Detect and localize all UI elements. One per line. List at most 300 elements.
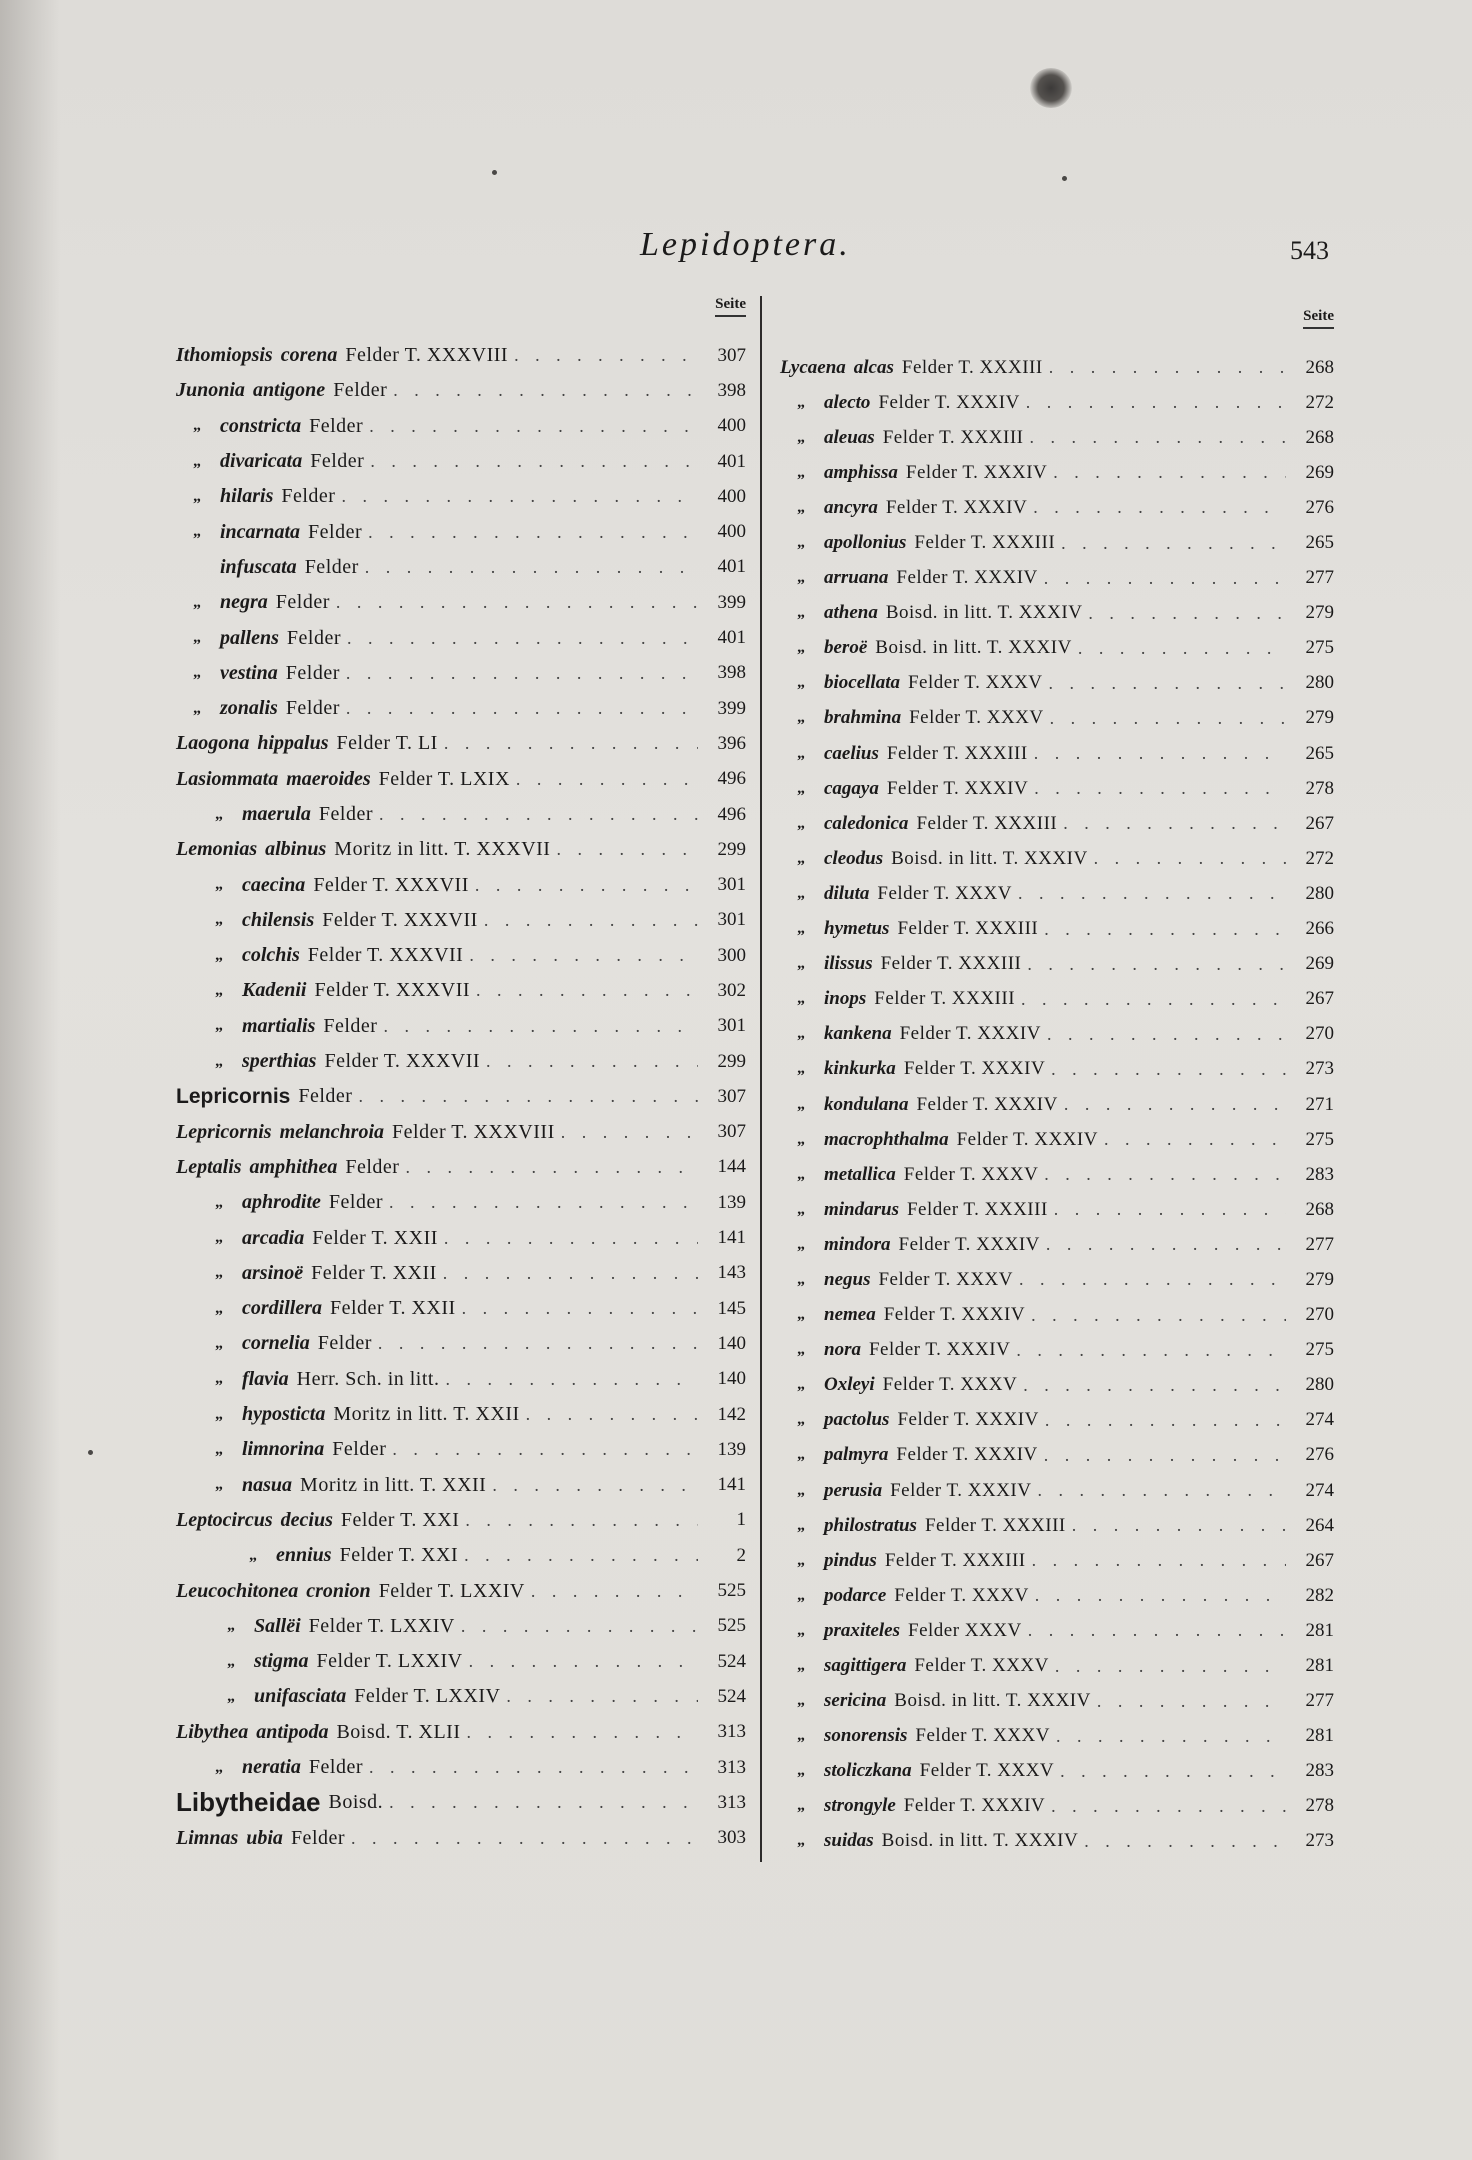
author-plate: Felder T. XXXIII — [901, 356, 1043, 378]
species-name: neratia — [242, 1756, 301, 1779]
species-name: perusia — [824, 1479, 883, 1501]
author-plate: Felder T. XXI — [339, 1544, 459, 1567]
ditto-mark: „ — [797, 1130, 805, 1148]
ditto-mark: „ — [193, 523, 201, 541]
species-name: hippalus — [257, 732, 329, 755]
ditto-mark: „ — [215, 876, 223, 894]
species-name: mindarus — [824, 1198, 899, 1220]
page-ref: 267 — [1305, 1549, 1334, 1571]
author-plate: Felder T. XXXIII — [882, 426, 1024, 448]
species-name: cordillera — [242, 1297, 322, 1320]
dot-leader — [1016, 1340, 1286, 1361]
species-name: praxiteles — [824, 1619, 900, 1641]
index-entry — [176, 1820, 746, 1855]
dot-leader — [347, 628, 698, 649]
dot-leader — [462, 1298, 698, 1319]
species-name: cleodus — [824, 847, 884, 869]
page-ref: 396 — [717, 732, 746, 754]
index-entry — [176, 1715, 746, 1750]
species-name: nora — [824, 1339, 861, 1361]
index-list — [780, 350, 1334, 1859]
ditto-mark: „ — [797, 849, 805, 867]
species-name: sperthias — [242, 1050, 317, 1073]
species-name: stoliczkana — [824, 1760, 912, 1782]
genus-name: Leptalis — [176, 1155, 242, 1178]
page-ref: 277 — [1305, 567, 1334, 589]
index-entry — [176, 1609, 746, 1644]
dot-leader — [383, 1016, 698, 1037]
ditto-mark: „ — [215, 1476, 223, 1494]
species-name: chilensis — [242, 908, 315, 931]
index-entry — [176, 797, 746, 832]
species-name: maerula — [242, 803, 311, 825]
species-name: ancyra — [824, 496, 878, 518]
species-name: ennius — [276, 1544, 332, 1567]
dot-leader — [1033, 497, 1286, 518]
dot-leader — [1097, 1691, 1286, 1712]
species-name: diluta — [824, 882, 870, 904]
author-plate: Felder T. XXXIV — [897, 1409, 1039, 1431]
page-ref: 278 — [1305, 1795, 1334, 1817]
dot-leader — [516, 769, 698, 790]
page-ref: 302 — [717, 979, 746, 1001]
author-plate: Felder T. XXXVII — [314, 979, 471, 1002]
ditto-mark: „ — [797, 814, 805, 832]
dot-leader — [1026, 392, 1286, 413]
ditto-mark: „ — [215, 1758, 223, 1776]
author-plate: Felder T. XXXV — [878, 1268, 1013, 1290]
species-name: Kadenii — [242, 979, 307, 1002]
author-plate: Felder T. XXXIV — [890, 1479, 1032, 1501]
index-entry — [176, 1785, 746, 1820]
index-entry — [780, 947, 1334, 982]
species-name: palmyra — [824, 1444, 889, 1466]
page-ref: 301 — [717, 1015, 746, 1037]
dot-leader — [1018, 883, 1286, 904]
author-plate: Felder T. LI — [336, 732, 438, 755]
page-title: Lepidoptera. — [640, 226, 851, 263]
author-plate: Felder T. XXXVII — [324, 1050, 481, 1073]
author-plate: Felder T. XXXVIII — [345, 344, 509, 367]
ditto-mark: „ — [215, 1405, 223, 1423]
page-ref: 270 — [1305, 1023, 1334, 1045]
dot-leader — [443, 1263, 698, 1284]
author-plate: Felder T. XXXIV — [885, 496, 1028, 518]
dot-leader — [1053, 462, 1286, 483]
page-ref: 277 — [1305, 1233, 1334, 1255]
species-name: melanchroia — [279, 1120, 385, 1143]
index-entry — [176, 585, 746, 620]
page-ref: 281 — [1305, 1655, 1334, 1677]
author-plate: Felder — [308, 520, 363, 543]
index-entry — [176, 1185, 746, 1220]
index-entry — [176, 1397, 746, 1432]
index-entry — [176, 903, 746, 938]
index-entry — [176, 1432, 746, 1467]
author-plate: Felder T. XXXIV — [896, 1444, 1038, 1466]
index-entry — [780, 1473, 1334, 1508]
author-plate: Felder T. XXXIV — [896, 567, 1038, 589]
page-ref: 271 — [1305, 1093, 1334, 1115]
page-ref: 282 — [1305, 1584, 1334, 1606]
dot-leader — [341, 486, 698, 507]
index-entry — [176, 726, 746, 761]
species-name: Oxleyi — [824, 1374, 875, 1396]
genus-name: Lepricornis — [176, 1120, 272, 1143]
ditto-mark: „ — [193, 417, 201, 435]
index-entry — [780, 525, 1334, 560]
author-plate: Felder T. XXXV — [882, 1374, 1018, 1396]
ink-speck — [88, 1450, 93, 1455]
genus-name: Leucochitonea — [176, 1579, 299, 1602]
index-entry — [780, 490, 1334, 525]
genus-name: Lycaena — [780, 356, 846, 378]
dot-leader — [484, 910, 698, 931]
author-plate: Boisd. in litt. T. XXXIV — [894, 1690, 1091, 1712]
species-name: negus — [824, 1268, 871, 1290]
author-plate: Felder T. XXXIII — [906, 1198, 1048, 1220]
species-name: caecina — [242, 873, 306, 896]
species-name: divaricata — [220, 450, 303, 473]
ditto-mark: „ — [797, 1095, 805, 1113]
species-name: alcas — [853, 356, 894, 378]
index-entry — [780, 841, 1334, 876]
dot-leader — [369, 416, 698, 437]
author-plate: Felder T. XXXIV — [883, 1304, 1026, 1326]
author-plate: Boisd. in litt. T. XXXIV — [891, 847, 1088, 869]
species-name: caledonica — [824, 812, 909, 834]
ditto-mark: „ — [797, 534, 805, 552]
ditto-mark: „ — [193, 452, 201, 470]
dot-leader — [369, 1757, 698, 1778]
species-name: albinus — [265, 838, 327, 861]
page-ref: 139 — [717, 1438, 746, 1460]
dot-leader — [1049, 357, 1286, 378]
page-ref: 307 — [717, 1085, 746, 1107]
page-ref: 145 — [717, 1297, 746, 1319]
index-entry — [780, 912, 1334, 947]
index-entry — [780, 1368, 1334, 1403]
dot-leader — [389, 1792, 698, 1813]
species-name: hymetus — [824, 918, 890, 940]
genus-name: Lasiommata — [176, 767, 279, 790]
author-plate: Felder — [317, 1332, 372, 1355]
page-ref: 274 — [1305, 1479, 1334, 1501]
author-plate: Felder T. XXXIV — [898, 1233, 1040, 1255]
dot-leader — [370, 451, 698, 472]
species-name: beroë — [824, 637, 868, 659]
ditto-mark: „ — [215, 1299, 223, 1317]
species-name: constricta — [220, 414, 302, 437]
author-plate: Boisd. — [328, 1791, 384, 1814]
ditto-mark: „ — [797, 1797, 805, 1815]
dot-leader — [514, 345, 698, 366]
species-name: amphissa — [824, 461, 898, 483]
ditto-mark: „ — [797, 604, 805, 622]
author-plate: Felder T. LXIX — [378, 767, 510, 790]
author-plate: Felder T. XXXIV — [905, 461, 1048, 483]
ditto-mark: „ — [215, 805, 223, 823]
dot-leader — [526, 1404, 698, 1425]
index-entry — [176, 1079, 746, 1114]
dot-leader — [1051, 1059, 1286, 1080]
author-plate: Felder T. XXII — [311, 1261, 437, 1284]
index-entry — [780, 596, 1334, 631]
index-entry — [780, 1543, 1334, 1578]
ditto-mark: „ — [227, 1687, 235, 1705]
author-plate: Boisd. in litt. T. XXXIV — [875, 637, 1072, 659]
author-plate: Felder T. XXII — [312, 1226, 438, 1249]
ink-speck — [1062, 176, 1067, 181]
species-name: corena — [280, 344, 338, 367]
dot-leader — [368, 522, 698, 543]
dot-leader — [1044, 919, 1286, 940]
ditto-mark: „ — [215, 1334, 223, 1352]
ditto-mark: „ — [797, 498, 805, 516]
author-plate: Felder T. XXXIV — [916, 1093, 1058, 1115]
species-name: pallens — [220, 626, 279, 649]
ditto-mark: „ — [227, 1617, 235, 1635]
ditto-mark: „ — [215, 911, 223, 929]
index-entry — [780, 1157, 1334, 1192]
ditto-mark: „ — [215, 981, 223, 999]
page-ref: 401 — [717, 627, 746, 649]
species-name: strongyle — [824, 1795, 896, 1817]
species-name: caelius — [824, 742, 879, 764]
author-plate: Felder — [275, 591, 330, 614]
dot-leader — [465, 1510, 698, 1531]
author-plate: Felder — [290, 1826, 346, 1849]
index-entry — [780, 1684, 1334, 1719]
ditto-mark: „ — [215, 1264, 223, 1282]
ditto-mark: „ — [797, 1235, 805, 1253]
index-entry — [176, 620, 746, 655]
author-plate: Felder T. XXXVII — [322, 908, 478, 931]
author-plate: Felder — [309, 414, 364, 437]
dot-leader — [1037, 1480, 1286, 1501]
index-column-left — [176, 296, 746, 1856]
page-ref: 283 — [1305, 1760, 1334, 1782]
ditto-mark: „ — [797, 463, 805, 481]
dot-leader — [365, 557, 698, 578]
ditto-mark: „ — [797, 1657, 805, 1675]
ditto-mark: „ — [797, 428, 805, 446]
index-entry — [780, 666, 1334, 701]
dot-leader — [346, 663, 698, 684]
ditto-mark: „ — [797, 1692, 805, 1710]
species-name: brahmina — [824, 707, 902, 729]
genus-name: Junonia — [176, 379, 245, 402]
author-plate: Felder T. XXXIII — [916, 812, 1058, 834]
author-plate: Moritz in litt. T. XXII — [300, 1473, 487, 1496]
dot-leader — [1034, 743, 1286, 764]
index-entry — [176, 1362, 746, 1397]
author-plate: Felder T. XXXV — [877, 882, 1012, 904]
species-name: incarnata — [220, 520, 301, 543]
author-plate: Boisd. in litt. T. XXXIV — [881, 1830, 1079, 1852]
ditto-mark: „ — [797, 709, 805, 727]
index-entry — [176, 938, 746, 973]
page-ref: 525 — [717, 1615, 746, 1637]
page-ref: 524 — [717, 1685, 746, 1707]
page-ref: 140 — [717, 1332, 746, 1354]
page-ref: 401 — [717, 556, 746, 578]
page-ref: 275 — [1305, 1339, 1334, 1361]
dot-leader — [1044, 568, 1286, 589]
seite-label: Seite — [176, 296, 746, 338]
page-edge-shadow — [0, 0, 60, 2160]
index-entry — [780, 455, 1334, 490]
page-ref: 272 — [1305, 847, 1334, 869]
page-ref: 301 — [717, 909, 746, 931]
author-plate: Felder T. XXXV — [919, 1760, 1055, 1782]
ditto-mark: „ — [193, 664, 201, 682]
ditto-mark: „ — [797, 1446, 805, 1464]
index-entry — [176, 832, 746, 867]
ditto-mark: „ — [249, 1546, 257, 1564]
page-ref: 279 — [1305, 1268, 1334, 1290]
page-ref: 279 — [1305, 707, 1334, 729]
page-ref: 268 — [1305, 1198, 1334, 1220]
species-name: hyposticta — [242, 1403, 326, 1426]
species-name: ilissus — [824, 953, 873, 975]
index-entry — [780, 1262, 1334, 1297]
index-entry — [176, 1468, 746, 1503]
page-ref: 399 — [717, 591, 746, 613]
index-entry — [176, 1573, 746, 1608]
page-ref: 143 — [717, 1262, 746, 1284]
species-name: cronion — [306, 1579, 371, 1602]
dot-leader — [467, 1722, 699, 1743]
dot-leader — [378, 1333, 698, 1354]
page-ref: 144 — [717, 1156, 746, 1178]
page-ref: 281 — [1305, 1725, 1334, 1747]
ditto-mark: „ — [797, 1551, 805, 1569]
page-ref: 265 — [1305, 532, 1334, 554]
dot-leader — [379, 804, 698, 825]
index-entry — [780, 1613, 1334, 1648]
species-name: nemea — [824, 1304, 876, 1326]
species-name: sagittigera — [824, 1655, 907, 1677]
species-name: colchis — [242, 944, 300, 967]
dot-leader — [476, 980, 698, 1001]
author-plate: Felder — [304, 555, 359, 578]
dot-leader — [1031, 1305, 1286, 1326]
page-ref: 398 — [717, 379, 746, 401]
page-ref: 399 — [717, 697, 746, 719]
author-plate: Felder T. XXXV — [903, 1163, 1039, 1185]
author-plate: Felder T. XXXIII — [880, 953, 1022, 975]
author-plate: Felder — [285, 661, 340, 684]
dot-leader — [1063, 813, 1286, 834]
page-ref: 264 — [1305, 1514, 1334, 1536]
index-entry — [780, 1754, 1334, 1789]
dot-leader — [1044, 1445, 1286, 1466]
ditto-mark: „ — [797, 1762, 805, 1780]
author-plate: Felder T. XXXVIII — [392, 1120, 555, 1143]
ditto-mark: „ — [193, 629, 201, 647]
author-plate: Felder T. XXXIII — [886, 742, 1028, 764]
author-plate: Felder T. XXXIV — [886, 777, 1029, 799]
index-entry — [780, 631, 1334, 666]
author-plate: Felder T. XXXIII — [914, 532, 1056, 554]
index-entry — [176, 1644, 746, 1679]
index-entry — [780, 561, 1334, 596]
author-plate: Felder T. XXXVII — [313, 873, 469, 896]
species-name: apollonius — [824, 532, 907, 554]
species-name: zonalis — [220, 697, 278, 720]
page-ref: 269 — [1305, 461, 1334, 483]
index-entry — [780, 982, 1334, 1017]
index-entry — [176, 1009, 746, 1044]
dot-leader — [486, 1051, 698, 1072]
author-plate: Felder — [323, 1014, 378, 1037]
page-number: 543 — [1290, 236, 1329, 265]
page-ref: 142 — [717, 1403, 746, 1425]
author-plate: Felder T. XXXVII — [307, 944, 464, 967]
author-plate: Felder T. XXXIII — [897, 918, 1039, 940]
index-entry — [780, 1122, 1334, 1157]
dot-leader — [475, 875, 698, 896]
seite-label: Seite — [780, 308, 1334, 350]
author-plate: Boisd. in litt. T. XXXIV — [885, 602, 1083, 624]
index-entry — [176, 691, 746, 726]
author-plate: Felder T. XXI — [340, 1508, 460, 1531]
page-ref: 301 — [717, 874, 746, 896]
page-ref: 140 — [717, 1368, 746, 1390]
index-entry — [176, 1538, 746, 1573]
dot-leader — [444, 733, 698, 754]
page-ref: 283 — [1305, 1163, 1334, 1185]
ditto-mark: „ — [227, 1652, 235, 1670]
species-name: infuscata — [220, 555, 297, 578]
ditto-mark: „ — [797, 393, 805, 411]
page-ref: 280 — [1305, 1374, 1334, 1396]
dot-leader — [556, 839, 698, 860]
author-plate: Felder T. XXXV — [894, 1584, 1029, 1606]
species-name: podarce — [824, 1584, 887, 1606]
species-name: limnorina — [242, 1438, 325, 1461]
species-name: aleuas — [824, 426, 875, 448]
species-name: sericina — [824, 1690, 887, 1712]
family-heading: Lepricornis — [176, 1084, 291, 1108]
author-plate: Felder T. XXXIII — [924, 1514, 1066, 1536]
author-plate: Felder — [285, 697, 340, 720]
dot-leader — [1054, 1199, 1286, 1220]
index-entry — [176, 1150, 746, 1185]
ditto-mark: „ — [215, 1017, 223, 1035]
author-plate: Moritz in litt. T. XXII — [333, 1403, 520, 1426]
ditto-mark: „ — [797, 1060, 805, 1078]
species-name: arcadia — [242, 1226, 305, 1249]
index-entry — [780, 1508, 1334, 1543]
page-ref: 280 — [1305, 882, 1334, 904]
dot-leader — [351, 1828, 698, 1849]
species-name: cornelia — [242, 1332, 310, 1355]
author-plate: Moritz in litt. T. XXXVII — [334, 838, 551, 861]
ditto-mark: „ — [797, 779, 805, 797]
species-name: metallica — [824, 1163, 896, 1185]
species-name: sonorensis — [824, 1725, 908, 1747]
index-entry — [176, 1750, 746, 1785]
author-plate: Felder — [308, 1756, 363, 1779]
species-name: stigma — [254, 1650, 309, 1673]
ditto-mark: „ — [797, 1586, 805, 1604]
index-entry — [780, 1227, 1334, 1262]
dot-leader — [506, 1686, 698, 1707]
species-name: negra — [220, 591, 268, 614]
species-name: nasua — [242, 1473, 293, 1496]
